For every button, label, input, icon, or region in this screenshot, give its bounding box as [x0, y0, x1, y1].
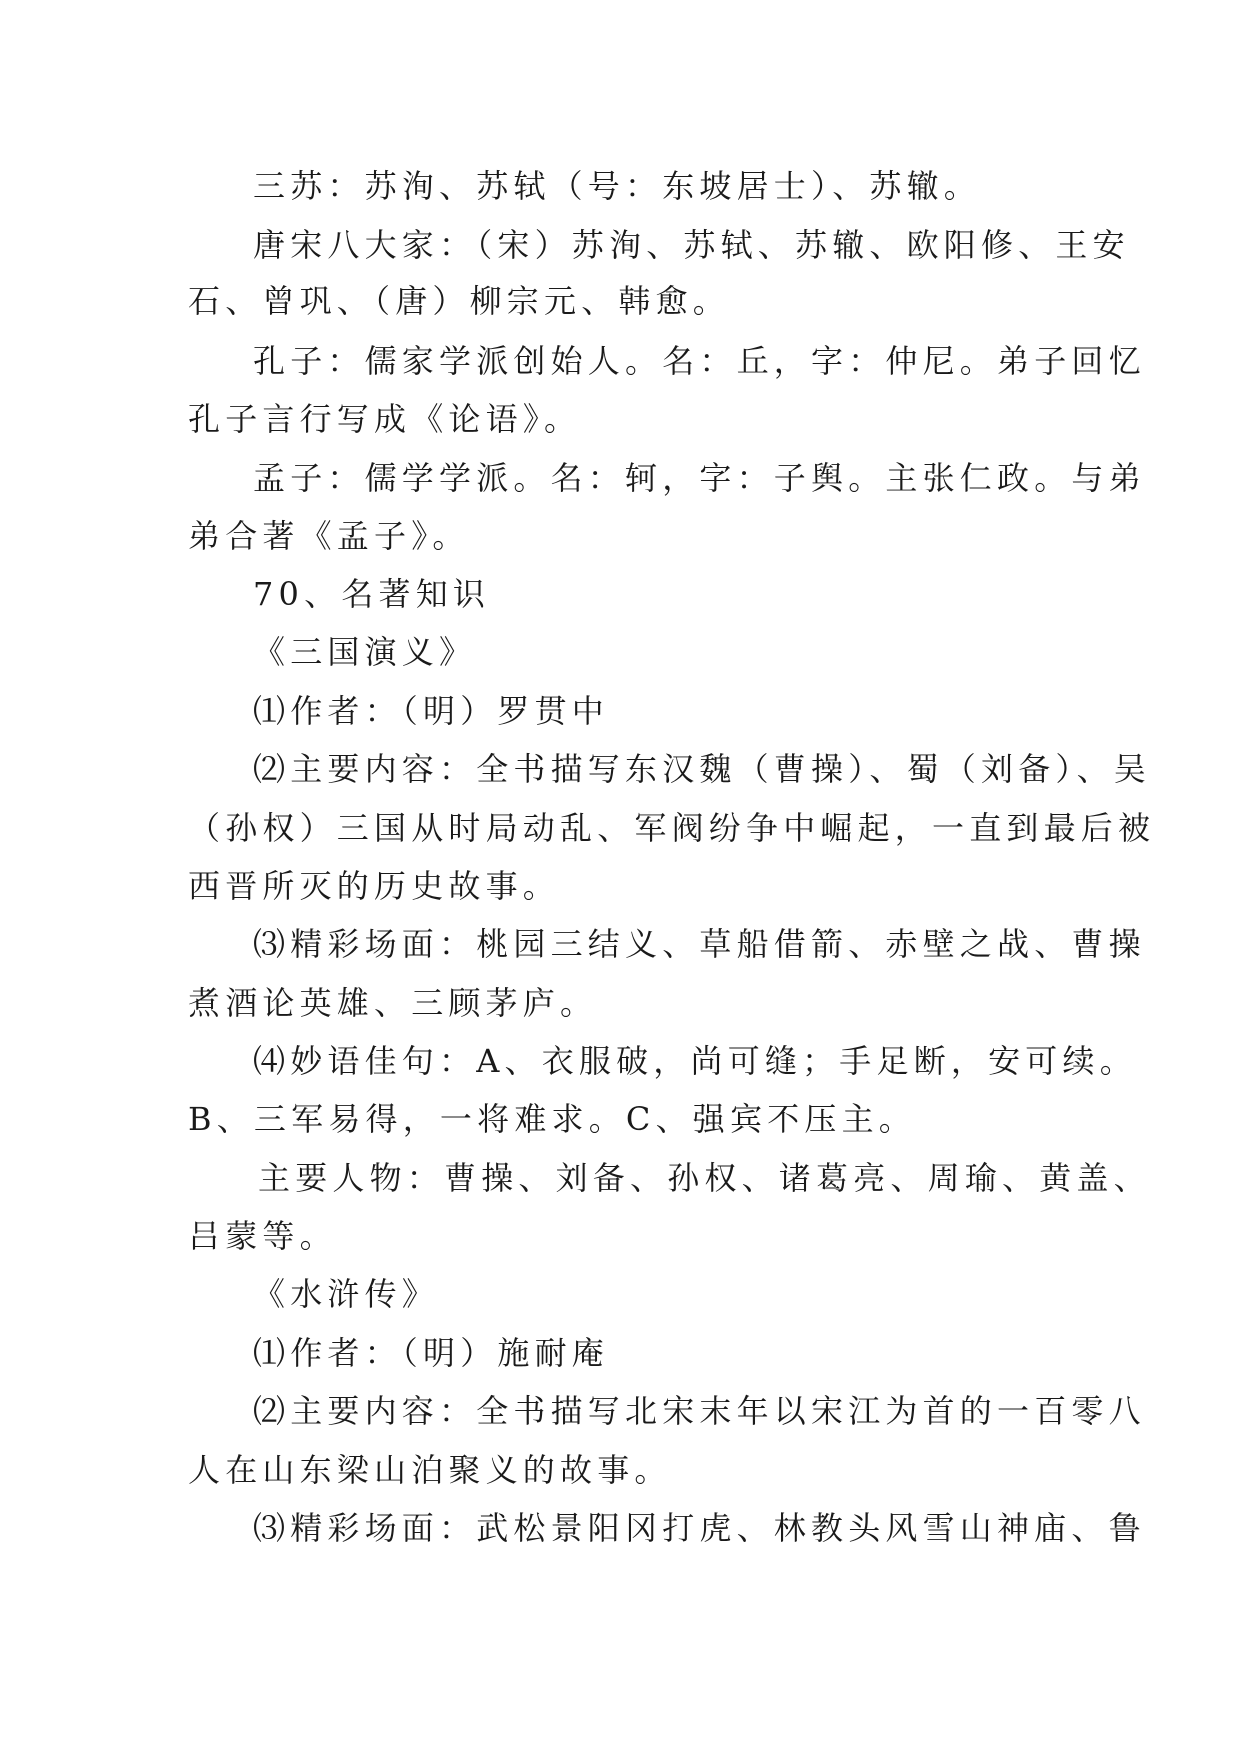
text-line: ⑶精彩场面：桃园三结义、草船借箭、赤壁之战、曹操	[253, 925, 1146, 963]
text-line: 人在山东梁山泊聚义的故事。	[188, 1451, 672, 1489]
text-line: 孔子：儒家学派创始人。名：丘，字：仲尼。弟子回忆	[253, 342, 1146, 380]
text-line: ⑷妙语佳句：A、衣服破，尚可缝；手足断，安可续。	[253, 1042, 1137, 1080]
text-line: 三苏：苏洵、苏轼（号：东坡居士）、苏辙。	[253, 167, 982, 205]
book-title: 《三国演义》	[253, 633, 477, 671]
text-line: ⑵主要内容：全书描写东汉魏（曹操）、蜀（刘备）、吴	[253, 750, 1152, 788]
text-line: ⑴作者：（明）施耐庵	[253, 1334, 610, 1372]
text-line: （孙权）三国从时局动乱、军阀纷争中崛起，一直到最后被	[188, 809, 1156, 847]
text-line: 弟合著《孟子》。	[188, 517, 470, 555]
text-line: B、三军易得，一将难求。C、强宾不压主。	[188, 1100, 917, 1138]
text-line: 孔子言行写成《论语》。	[188, 400, 582, 438]
text-line: 石、曾巩、（唐）柳宗元、韩愈。	[188, 282, 731, 320]
text-line: 西晋所灭的历史故事。	[188, 867, 561, 905]
book-title: 《水浒传》	[253, 1275, 440, 1313]
text-line: ⑵主要内容：全书描写北宋末年以宋江为首的一百零八	[253, 1392, 1146, 1430]
text-line: ⑶精彩场面：武松景阳冈打虎、林教头风雪山神庙、鲁	[253, 1509, 1146, 1547]
section-heading: 70、名著知识	[253, 575, 491, 613]
text-line: ⑴作者：（明）罗贯中	[253, 692, 610, 730]
text-line: 孟子：儒学学派。名：轲，字：子舆。主张仁政。与弟	[253, 459, 1146, 497]
text-line: 主要人物：曹操、刘备、孙权、诸葛亮、周瑜、黄盖、	[258, 1159, 1151, 1197]
text-line: 吕蒙等。	[188, 1217, 337, 1255]
text-line: 煮酒论英雄、三顾茅庐。	[188, 984, 598, 1022]
text-line: 唐宋八大家：（宋）苏洵、苏轼、苏辙、欧阳修、王安	[253, 226, 1130, 264]
